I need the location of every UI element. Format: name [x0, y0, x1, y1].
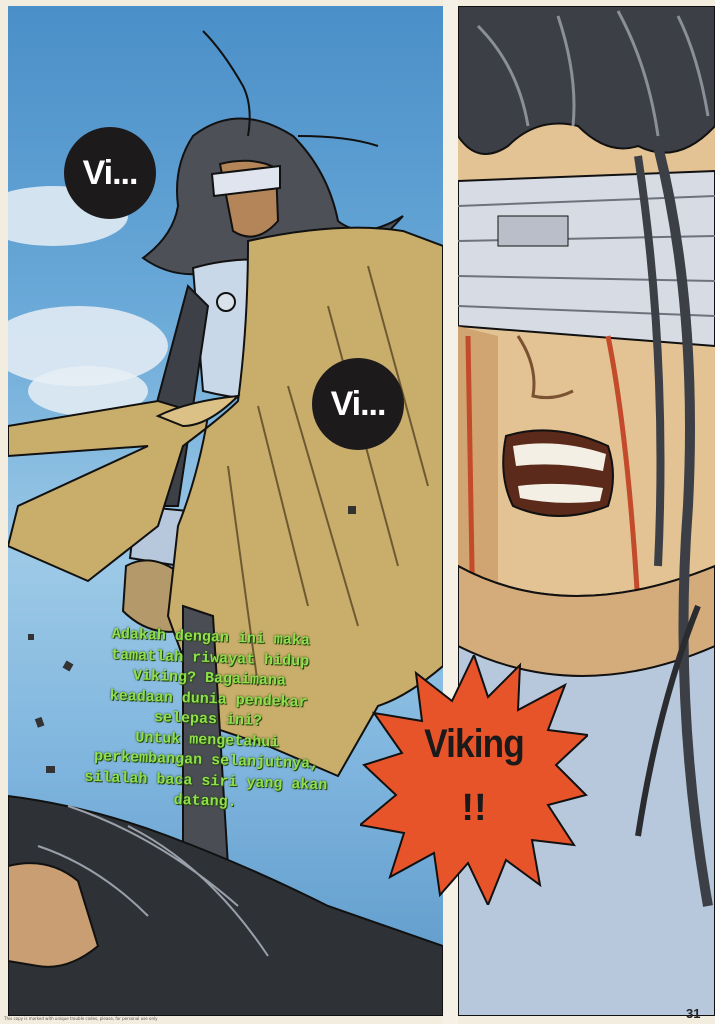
caption-line: silalah baca siri yang akan — [84, 768, 328, 794]
speech-bubble-text: Vi... — [330, 384, 386, 423]
burst-title: Viking — [424, 722, 524, 766]
caption-line: keadaan dunia pendekar — [109, 687, 308, 711]
sound-effect-text — [360, 722, 588, 830]
speech-bubble-vi-1 — [64, 127, 156, 219]
caption-line: Untuk mengetahui — [135, 728, 280, 751]
caption-line: perkembangan selanjutnya, — [93, 748, 320, 773]
page-number: 31 — [686, 1006, 701, 1021]
caption-line: selepas ini? — [153, 709, 263, 730]
caption-line: datang. — [173, 791, 237, 812]
speech-bubble-vi-2 — [312, 358, 404, 450]
footer-note: This copy is marked with unique trouble codes, please, for personal use only — [4, 1016, 158, 1021]
caption-line: tamatlah riwayat hidup — [110, 646, 310, 670]
caption-line: Viking? Bagaimana — [132, 667, 287, 690]
speech-bubble-text: Vi... — [82, 153, 138, 192]
narration-caption — [35, 622, 381, 818]
burst-exclaim: !! — [461, 787, 487, 829]
caption-line: Adakah dengan ini maka — [111, 625, 311, 650]
